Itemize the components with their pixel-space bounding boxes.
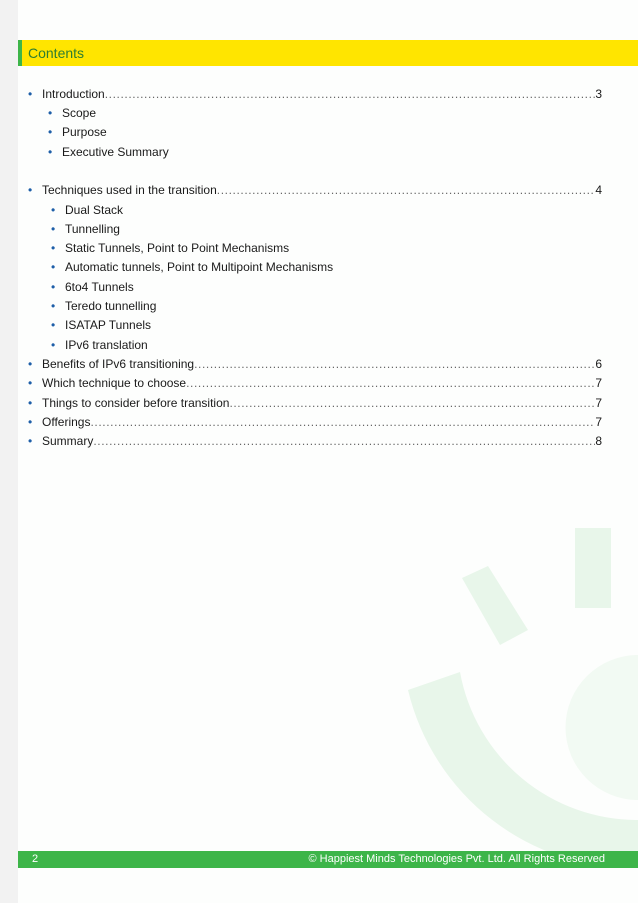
toc-entry-label: Which technique to choose (42, 376, 187, 390)
bullet-icon: • (28, 434, 33, 448)
toc-entry-label: Purpose (62, 125, 107, 139)
bullet-icon: • (28, 376, 33, 390)
toc-entry-label: Things to consider before transition (42, 396, 230, 410)
toc-page-number: 7 (595, 396, 602, 410)
toc-entry-label: IPv6 translation (65, 338, 148, 352)
bullet-icon: • (48, 145, 53, 159)
bullet-icon: • (51, 222, 56, 236)
bullet-icon: • (48, 106, 53, 120)
bullet-icon: • (51, 318, 56, 332)
bullet-icon: • (28, 87, 33, 101)
bullet-icon: • (51, 280, 56, 294)
toc-entry-label: Executive Summary (62, 145, 169, 159)
toc-page-number: 4 (595, 183, 602, 197)
toc-entry-label: 6to4 Tunnels (65, 280, 134, 294)
toc-subentry-scope[interactable] (48, 106, 96, 122)
toc-entry-techniques[interactable] (28, 183, 602, 199)
bullet-icon: • (48, 125, 53, 139)
toc-subentry-static-tunnels[interactable] (51, 241, 289, 257)
bullet-icon: • (51, 260, 56, 274)
bullet-icon: • (28, 396, 33, 410)
dot-leader (90, 415, 595, 429)
toc-entry-label: Tunnelling (65, 222, 120, 236)
toc-subentry-6to4-tunnels[interactable] (51, 280, 134, 296)
toc-entry-label: Techniques used in the transition (42, 183, 217, 197)
toc-entry-label: Static Tunnels, Point to Point Mechanisms (65, 241, 290, 255)
toc-entry-things-to-consider[interactable] (28, 396, 602, 412)
toc-entry-label: Teredo tunnelling (65, 299, 157, 313)
dot-leader (194, 357, 595, 371)
toc-subentry-automatic-tunnels[interactable] (51, 260, 333, 276)
toc-entry-offerings[interactable] (28, 415, 602, 431)
toc-page-number: 8 (595, 434, 602, 448)
bullet-icon: • (28, 415, 33, 429)
toc-page-number: 7 (595, 376, 602, 390)
footer-page-number: 2 (32, 853, 39, 865)
toc-entry-which-technique[interactable] (28, 376, 602, 392)
toc-entry-label: Scope (62, 106, 97, 120)
toc-entry-benefits[interactable] (28, 357, 602, 373)
dot-leader (229, 396, 595, 410)
dot-leader (93, 434, 595, 448)
toc-entry-label: Summary (42, 434, 94, 448)
bullet-icon: • (51, 338, 56, 352)
toc-entry-label: Introduction (42, 87, 105, 101)
bullet-icon: • (51, 299, 56, 313)
toc-entry-label: Dual Stack (65, 203, 124, 217)
toc-subentry-teredo[interactable] (51, 299, 156, 315)
contents-title: Contents (28, 45, 85, 61)
toc-entry-introduction[interactable] (28, 87, 602, 103)
toc-entry-label: ISATAP Tunnels (65, 318, 152, 332)
toc-page-number: 6 (595, 357, 602, 371)
dot-leader (186, 376, 595, 390)
page-footer (18, 851, 638, 868)
toc-entry-label: Benefits of IPv6 transitioning (42, 357, 195, 371)
bullet-icon: • (28, 357, 33, 371)
toc-subentry-tunnelling[interactable] (51, 222, 120, 238)
footer-copyright: © Happiest Minds Technologies Pvt. Ltd. All Rights Reserved (308, 853, 605, 865)
bullet-icon: • (28, 183, 33, 197)
toc-subentry-dual-stack[interactable] (51, 203, 123, 219)
dot-leader (217, 183, 596, 197)
toc-entry-summary[interactable] (28, 434, 602, 450)
toc-subentry-purpose[interactable] (48, 125, 107, 141)
toc-page-number: 7 (595, 415, 602, 429)
toc-entry-label: Offerings (42, 415, 91, 429)
bullet-icon: • (51, 241, 56, 255)
toc-entry-label: Automatic tunnels, Point to Multipoint Mechanisms (65, 260, 334, 274)
dot-leader (105, 87, 596, 101)
toc-subentry-executive-summary[interactable] (48, 145, 169, 161)
toc-subentry-isatap[interactable] (51, 318, 151, 334)
toc-subentry-ipv6-translation[interactable] (51, 338, 148, 354)
bullet-icon: • (51, 203, 56, 217)
toc-page-number: 3 (595, 87, 602, 101)
